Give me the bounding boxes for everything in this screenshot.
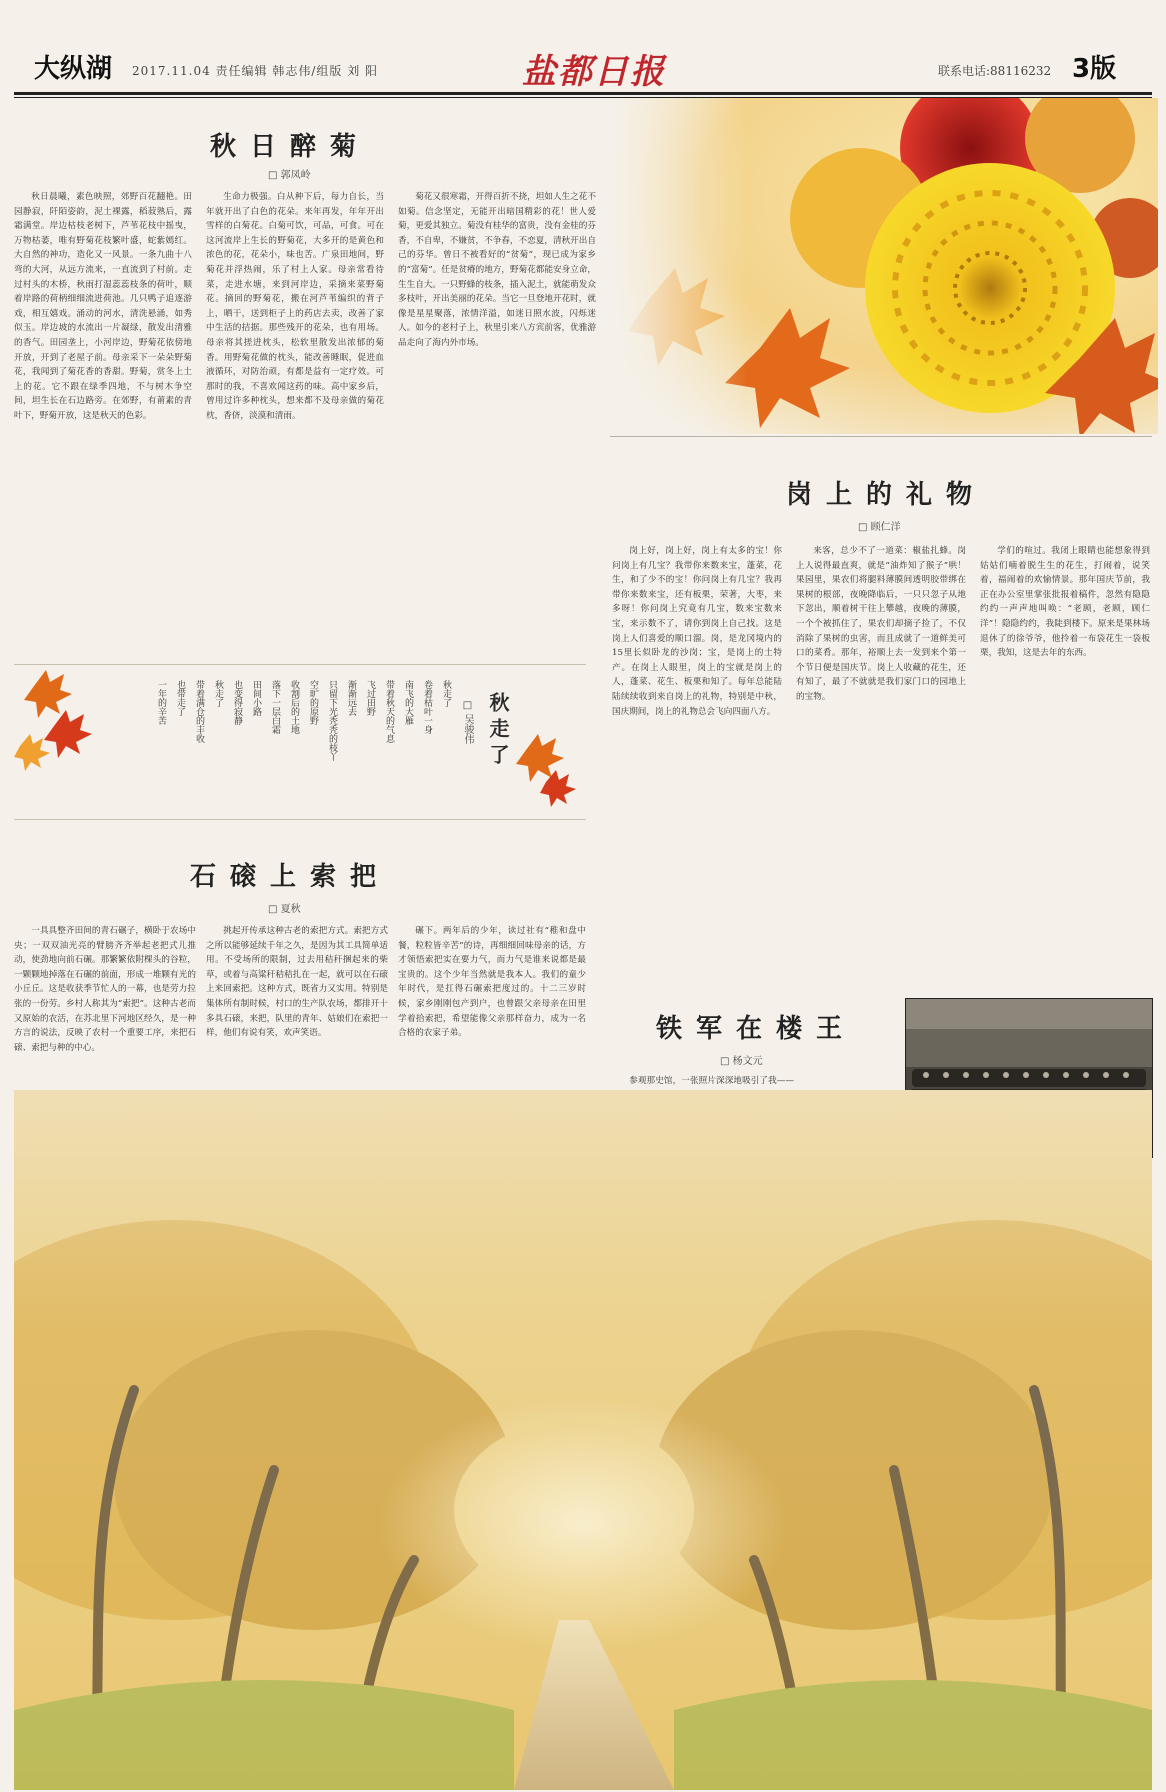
paragraph: 岗上好，岗上好，岗上有太多的宝！你问岗上有几宝？我带你来数来宝，蓬菜，花生，和了少不的宝！你问岗上有几宝？我再带你来数来宝，还有板栗，荣著，大枣，来多呀！你问岗上究竟有几宝，数来宝数来宝，来示数不了，请你到岗上自己找。这是岗上人们喜爱的顺口溜。岗，是龙冈境内的15里长似卧龙的沙岗；宝，是岗上的土特产。在岗上人眼里，岗上的宝就是岗上的人，蓬菜、花生、板栗和知了。每年总能陆陆续续收到来自岗上的礼物，特别是中秋，国庆期间，岗上的礼物总会飞向四面八方。 [612,546,782,717]
article-author-shinian: □ 夏秋 [268,900,301,915]
poem-line: 带着秋天的气息 [384,680,394,743]
chrysanthemum-photo [610,98,1158,434]
paragraph: 挑起开传承这种古老的索把方式。索把方式之所以能够延续千年之久，是因为其工具简单适用。不受场所的限制，过去用秸秆捆起来的柴草，或着与高粱秆秸秸扎在一起，就可以在石磙上来回索把。这种方式，既省力又实用。特别是集体所有制时候，村口的生产队农场，都排开十多具石磙，来把，队里的青年、姑娘们在索把一样，他们有说有笑，欢声笑语。 [206,926,388,1039]
poem-line: 秋走了 [213,680,223,707]
article-body-gangshang-col2 [796,544,966,964]
article-body-gangshang-col3 [980,544,1150,964]
poem-line: 秋走了 [441,680,451,707]
poem-line: 田间小路 [251,680,261,716]
article-body-qiuri-col2 [206,190,384,670]
newspaper-logo: 盐都日报 [522,52,666,92]
poem-line: 飞过田野 [365,680,375,716]
poem-author: □ 吴骏伟 [460,700,475,744]
poem-line: 南飞的大雁 [403,680,413,725]
poem-title: 秋走了 [486,692,510,770]
article-title-qiuri: 秋日醉菊 [210,132,371,162]
masthead-rule [14,92,1152,95]
paragraph: 生命力极强。白从种下后，每力自长，当年就开出了白色的花朵。来年再发，年年开出雪样的白菊花。白菊可饮，可品，可食。可在这河流岸上生长的野菊花，大多开的是黄色和浓色的花，花朵小，味也苦。广泉田地间，野菊花并浮热闹，乐了村上人家。母亲常看待菜，走进水塘，来到河岸边，采摘来菜野菊花。摘回的野菊花，搬在河芦苇编织的背子上，晒干，送到柜子上的药店去卖，改善了家中生活的拮据。那些残开的花朵，也有用场。母亲将其搓进枕头，松软里散发出浓郁的菊香。用野菊花做的枕头，能改善睡眠，促进血液循环，对防治顽，有都是益有一定疗效。可那时的我，不喜欢闻这药的味。高中家乡后，曾用过许多种枕头，想来都不及母亲做的菊花枕，香侪，淡漠和清雨。 [206,192,384,421]
maple-leaf-icon [516,720,586,816]
poem-line: 渐渐远去 [346,680,356,716]
section-divider [610,436,1152,437]
contact-phone: 联系电话:88116232 [938,64,1052,78]
poem-line: 只留下光秃秃的枝丫 [327,680,337,761]
paragraph: 一具具整齐田间的青石碾子，横卧于农场中央；一双双油光亮的臂膀齐齐举起老把式儿推动，使劲地向前石碾。那繁繁依附棵头的谷粒，一颗颗地掉落在石碾的前面，形成一堆颗有光的小丘丘。这是收获季节忙人的一幕，也是劳力拉张的一份劳。乡村人称其为“索把”。这种古老而又原始的农活，在苏北里下河地区经久，是一种方言的说法，反映了农村一个重要工序，来把石磙、索把与种的中心。 [14,926,196,1053]
poem-line: 收割后的土地 [289,680,299,734]
article-author-qiuri: □ 郭凤岭 [268,166,311,181]
poem-line: 一年的辛苦 [156,680,166,725]
article-author-gangshang: □ 顾仁洋 [858,518,901,533]
poem-line: 落下一层白霜 [270,680,280,734]
poem-line: 空旷的原野 [308,680,318,725]
article-title-tiejun: 铁军在楼王 [656,1014,857,1044]
article-author-tiejun: □ 杨文元 [720,1052,763,1067]
paragraph: 碾下。两年后的少年，读过社有“稚和盘中餐，粒粒皆辛苦”的诗，再细细回味母亲的话，方才领悟索把实在要力气，而力气是谁来说都是最宝贵的。这个少年当然就是我本人。我们的童少年时代，是扛得石碾索把度过的。十二三岁时候，家乡刚刚包产到户，也曾跟父亲母亲在田里学着拾索把，希望能像父亲那样奋力，成为一名合格的农家子弟。 [398,926,586,1039]
poem-line: 也变得寂静 [232,680,242,725]
paragraph: 参观那史馆，一张照片深深地吸引了我—— [629,1076,794,1086]
article-body-gangshang-col1 [612,544,782,964]
poem-line: 带着满仓的丰收 [194,680,204,743]
article-body-qiuri-col1 [14,190,192,670]
autumn-road-photo [14,1090,1152,1790]
maple-leaf-icon [14,666,94,776]
paragraph: 菊花又很寒霜，开得百折不挠，坦如人生之花不如菊。信念坚定，无能开出暗国精彩的花！世人爱菊，更爱其独立。菊没有桂华的富贵，没有金桂的芬香，不自卑，不嫌贫，不争春，不恋夏，清秋开出自己的芬华。曾日不被看好的“贫菊”，现已成为家乡的“富菊”。任是贫瘠的地方，野菊花都能安身立命，生生自大。一只野蜂的枝条，插入泥土，就能萌发众多枝叶，开出美丽的花朵。当它一旦登地开花时，就像是星星聚落，浓情洋溢，如迷日照水波，闪烁迷人。如今的老村子上，秋里引来八方宾前客，优雅游品走向了海内外市场。 [398,192,596,348]
page-number: 3版 [1072,54,1117,84]
article-title-shinian: 石磙上索把 [190,862,391,892]
poem-line: 卷着枯叶一身 [422,680,432,734]
poem-body [92,680,452,810]
article-body-qiuri-col3 [398,190,596,670]
article-title-gangshang: 岗上的礼物 [786,480,987,510]
paragraph: 来客，总少不了一道菜：椒盐扎蜂。岗上人说得最直爽，就是“油炸知了猴子”哄！果园里，果农们将腿料薄膜间透明胶带绑在果树的根部，夜晚降临后，一只只忽子从地下忽出，顺着树干往上攀越，夜晚的薄膜，一个个被抓住了，果农们却摘子捡了，不仅消除了果树的虫害，而且成就了一道鲜美可口的菜肴。那年，裕顺上去一发到来个第一个节日便是国庆节。岗上人收藏的花生，还有知了，最了不就就是我们家门口的园地上的宝物。 [796,546,966,702]
paragraph: 秋日晨曦，素色映照，郊野百花翻艳。田园静寂，阡陌姿韵，泥土裸露，稻菽熟后，露霜满堂。岸边枯枝老树下，芦苇花枝中摇曳，万物枯萎，唯有野菊花枝繁叶盛，蛇紫嫣红。大自然的神功，造化又一风景。一条九曲十八弯的大河，从远方流来，一直流到了村前。走过村头的木桥，秋雨打湿蕊蕊枝条的荷叶，顺着岸路的荷柄细细流进荷池。几只鸭子追逐游戏，相互嬉戏。涌动的河水，清洗悬涌，如秀似玉。岸边坡的水流出一片凝绿，散发出清雅的香气。田园垄上，小河岸边，野菊花依傍地开放，开到了老屋子前。母亲采下一朵朵野菊花，我闻到了菊花香的香甜。野菊，赏冬上土上的花。它不跟在绿季四地，不与树木争空间，坦生长在石边路旁。在郊野，有莆素的青叶下，野菊开放，这是秋天的色彩。 [14,192,192,421]
edition-meta: 2017.11.04 责任编辑 韩志伟/组版 刘 阳 [132,64,379,78]
section-name: 大纵湖 [34,54,113,84]
poem-line: 也带走了 [175,680,185,716]
paragraph: 学们的喧过。我闭上眼睛也能想象得到姑姑们喃着脱生生的花生，打闹着，说笑着，福闹着的欢愉情景。那年国庆节前，我正在办公室里掌张批报着稿件，忽然有隐隐约约一声声地叫唤：“老顾，老顾，顾仁洋”！隐隐约约，我陡到楼下。原来是果林场退休了的徐爷爷，他拎着一布袋花生一袋板栗，我知，这是去年的东西。 [980,546,1150,659]
